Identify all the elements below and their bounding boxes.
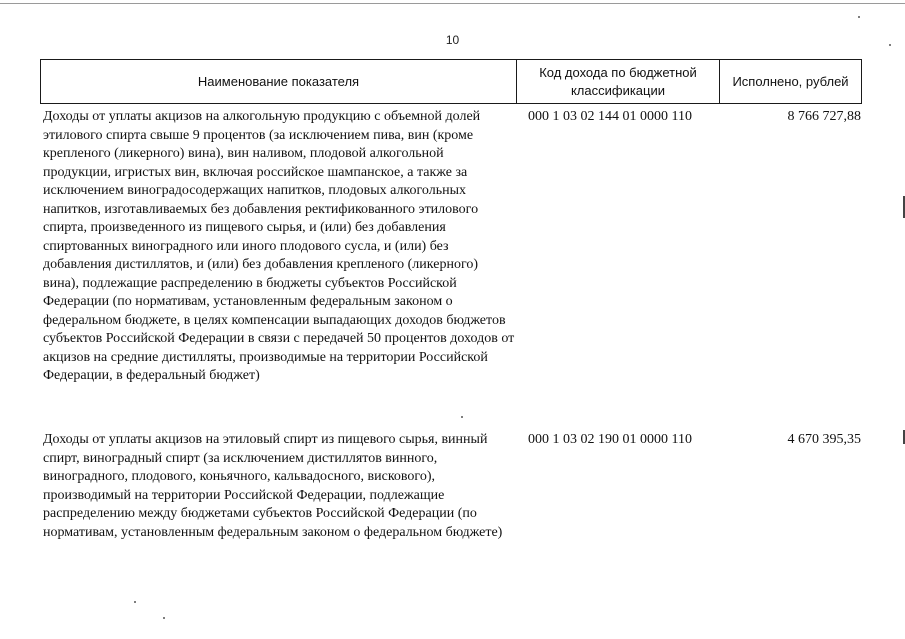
header-code: Код дохода по бюджетной классификации (517, 60, 720, 103)
row-name: Доходы от уплаты акцизов на этиловый спирт из пищевого сырья, винный спирт, виноградный спирт (за исключением дистиллятов винного, виноградного, плодового, коньячного, кальвадосного, вискового), производимый на территории Российской Федерации, подлежащие распределению между бюджетами субъектов Российской Федерации (по нормативам, установленным федеральным законом о федеральном бюджете) (43, 432, 503, 540)
row-code: 000 1 03 02 190 01 0000 110 (528, 432, 692, 447)
row-amount: 8 766 727,88 (787, 109, 861, 124)
scan-speck (134, 601, 136, 603)
header-name: Наименование показателя (41, 60, 517, 103)
row-name: Доходы от уплаты акцизов на алкогольную продукцию с объемной долей этилового спирта свыше 9 процентов (за исключением пива, вин (кроме крепленого (ликерного) вина), вин наливом, плодовой алкогольной продукции, игристых вин, включая российское шампанское, а также за исключением виноградосодержащих напитков, плодовых алкогольных напитков, изготавливаемых без добавления ректификованного этилового спирта, произведенного из пищевого сырья, и (или) без добавления спиртованных виноградного или иного плодового сусла, и (или) без добавления дистиллятов, и (или) без добавления крепленого (ликерного) вина), подлежащие распределению в бюджеты субъектов Российской Федерации (по нормативам, установленным федеральным законом о федеральном бюджете, в целях компенсации выпадающих доходов бюджетов субъектов Российской Федерации в связи с передачей 50 процентов доходов от акцизов на средние дистилляты, производимые на территории Российской Федерации, в федеральный бюджет) (43, 109, 515, 383)
scan-speck (163, 617, 165, 619)
table-header (40, 59, 862, 104)
scan-speck (858, 16, 860, 18)
row-amount: 4 670 395,35 (787, 432, 861, 447)
scan-top-edge-line (0, 3, 905, 4)
row-code: 000 1 03 02 144 01 0000 110 (528, 109, 692, 124)
page-number: 10 (445, 33, 460, 47)
header-amount: Исполнено, рублей (732, 73, 849, 89)
scan-speck (461, 416, 463, 418)
